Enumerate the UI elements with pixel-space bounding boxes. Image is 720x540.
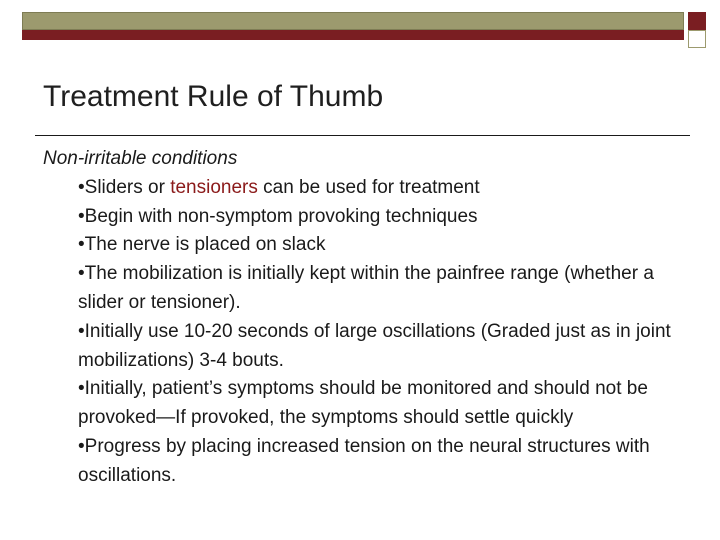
bullet-list bbox=[43, 174, 683, 491]
highlighted-term: tensioners bbox=[170, 176, 258, 198]
slide-content bbox=[43, 145, 683, 491]
bullet-item-slack: •The nerve is placed on slack bbox=[78, 234, 326, 256]
bullet-item-sliders bbox=[78, 174, 683, 203]
header-maroon-bar bbox=[22, 30, 684, 40]
bullet-text: •Sliders or bbox=[78, 176, 171, 198]
bullet-item-painfree: •The mobilization is initially kept within the painfree range (whether a slider or tensioner). bbox=[78, 263, 654, 313]
corner-square-outline bbox=[688, 30, 706, 48]
title-divider bbox=[35, 135, 690, 136]
bullet-item-oscillations: •Initially use 10-20 seconds of large oscillations (Graded just as in joint mobilizations) 3-4 bouts. bbox=[78, 320, 671, 371]
corner-square-filled bbox=[688, 12, 706, 30]
bullet-item-begin: •Begin with non-symptom provoking techniques bbox=[78, 205, 478, 227]
header-olive-bar bbox=[22, 12, 684, 30]
bullet-text: can be used for treatment bbox=[257, 176, 480, 198]
bullet-item-progress: •Progress by placing increased tension on the neural structures with oscillations. bbox=[78, 435, 650, 486]
bullet-item-monitor: •Initially, patient’s symptoms should be monitored and should not be provoked—If provoked, the symptoms should settle quickly bbox=[78, 378, 648, 429]
subheading: Non-irritable conditions bbox=[43, 148, 238, 169]
slide-title: Treatment Rule of Thumb bbox=[43, 80, 384, 113]
